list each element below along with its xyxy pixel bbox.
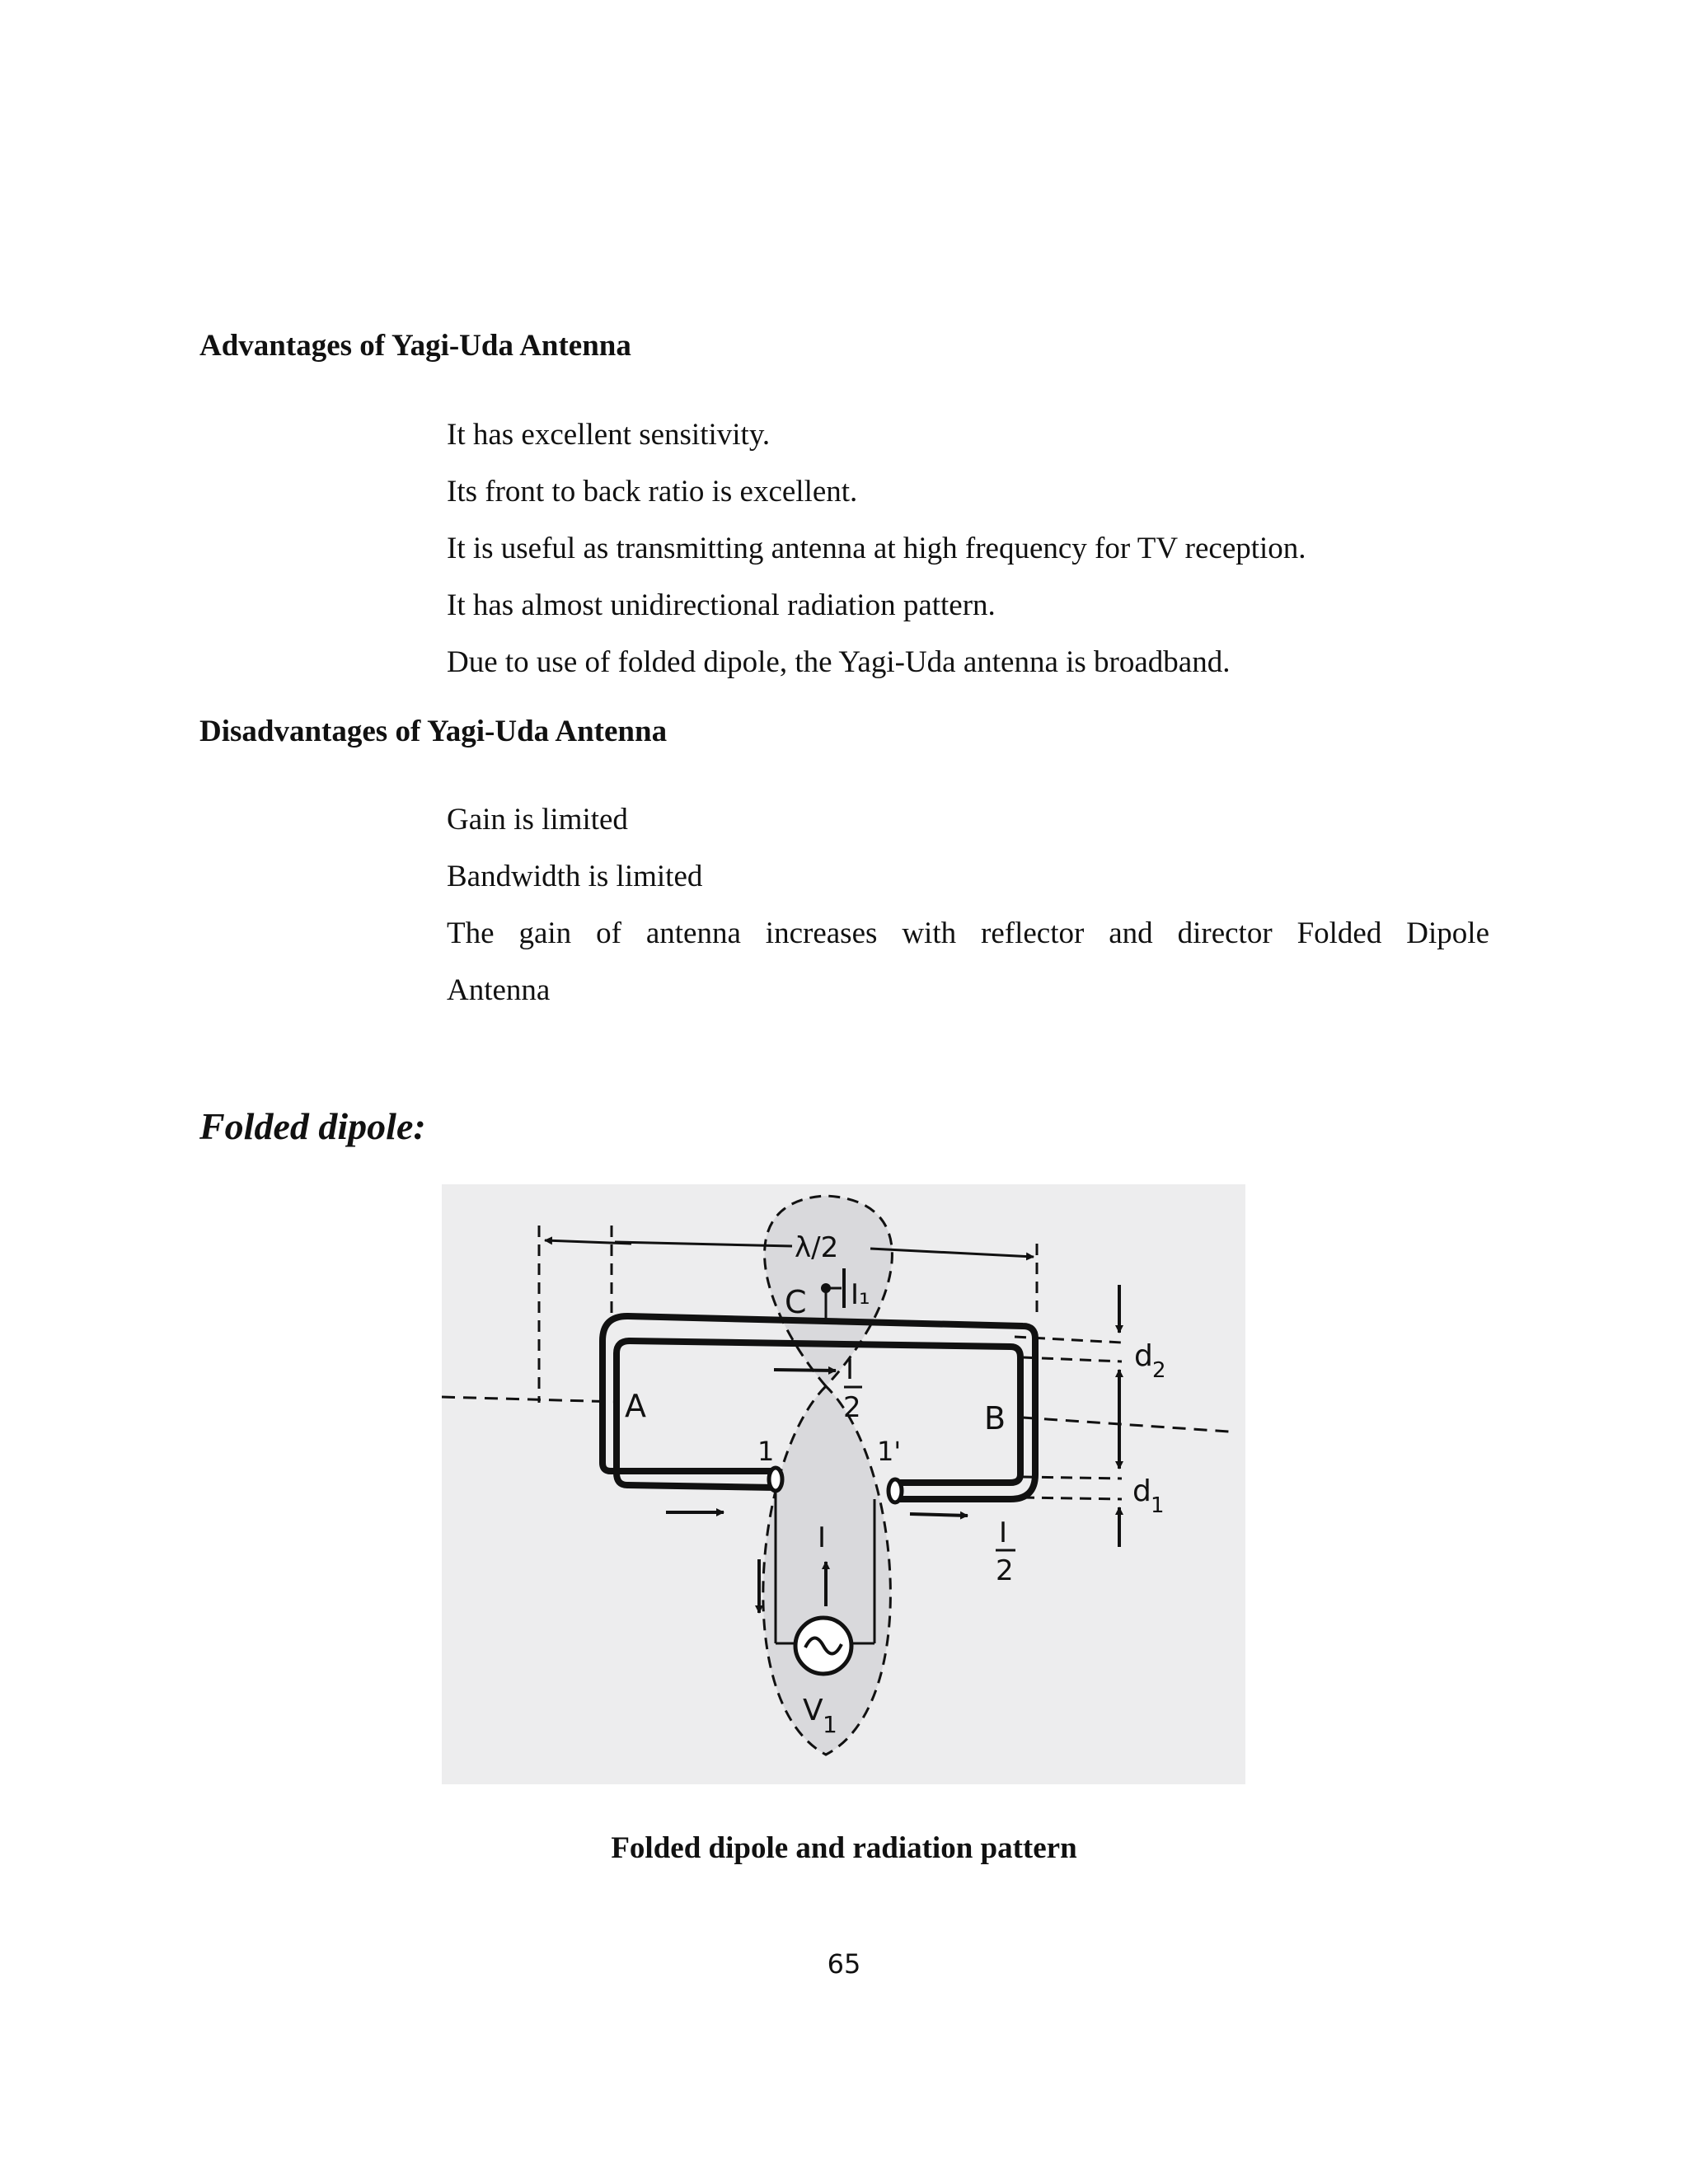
axis-right-dashed xyxy=(1023,1418,1229,1432)
right-current-den: 2 xyxy=(996,1554,1014,1587)
label-terminal-1: 1 xyxy=(757,1436,775,1467)
list-item: It is useful as transmitting antenna at high frequency for TV reception. xyxy=(447,532,1306,565)
top-current-num: I xyxy=(846,1353,855,1386)
axis-left-dashed xyxy=(442,1397,619,1402)
label-terminal-1p: 1' xyxy=(877,1436,902,1467)
list-item: Gain is limited xyxy=(447,803,628,837)
d1-dashed-bottom xyxy=(1023,1497,1122,1499)
lambda-arrow-right-2 xyxy=(870,1249,1034,1257)
label-d1-sub: 1 xyxy=(1151,1493,1165,1518)
disadvantages-list xyxy=(447,791,1489,1019)
list-item: Antenna xyxy=(447,973,551,1007)
section-title: Folded dipole: xyxy=(199,1105,426,1147)
label-c: C xyxy=(785,1284,807,1320)
list-item: It has almost unidirectional radiation pattern. xyxy=(447,588,996,622)
page-number: 65 xyxy=(827,1948,861,1980)
top-current-den: 2 xyxy=(843,1391,861,1424)
list-item: Its front to back ratio is excellent. xyxy=(447,475,858,509)
label-d1: d xyxy=(1132,1474,1151,1508)
label-i: I xyxy=(818,1521,827,1554)
list-item: It has excellent sensitivity. xyxy=(447,418,771,452)
label-a: A xyxy=(625,1388,646,1424)
d2-dashed-top xyxy=(1015,1337,1122,1343)
label-v-sub: 1 xyxy=(823,1711,837,1738)
list-item: Bandwidth is limited xyxy=(447,860,703,893)
label-d2-sub: 2 xyxy=(1152,1358,1166,1383)
feed-terminal-right xyxy=(889,1479,902,1502)
figure-caption: Folded dipole and radiation pattern xyxy=(611,1831,1077,1865)
label-i1: I₁ xyxy=(851,1278,870,1311)
current-arrow-right xyxy=(910,1514,968,1516)
folded-dipole-figure xyxy=(442,1184,1245,1784)
list-item: The gain of antenna increases with reflector and director Folded Dipole xyxy=(447,916,1489,950)
right-current-num: I xyxy=(999,1516,1008,1549)
lambda-label: λ/2 xyxy=(795,1231,839,1264)
label-b: B xyxy=(984,1400,1006,1436)
label-v: V xyxy=(803,1694,823,1727)
list-item: Due to use of folded dipole, the Yagi-Uda antenna is broadband. xyxy=(447,645,1231,679)
advantages-list xyxy=(447,406,1489,691)
advantages-heading: Advantages of Yagi-Uda Antenna xyxy=(199,329,631,363)
disadvantages-heading: Disadvantages of Yagi-Uda Antenna xyxy=(199,715,668,748)
current-arrow-top xyxy=(774,1370,836,1371)
label-d2: d xyxy=(1134,1339,1153,1373)
folded-dipole-diagram xyxy=(442,1184,1245,1784)
feed-terminal-left xyxy=(769,1468,782,1491)
